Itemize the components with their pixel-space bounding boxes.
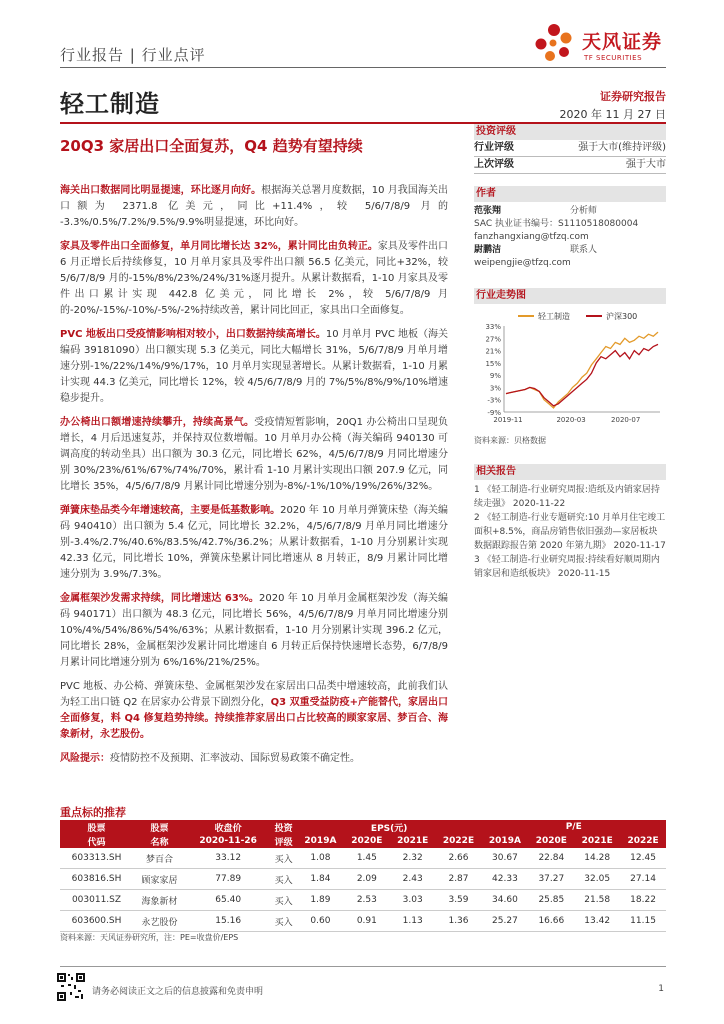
table-cell: 21.58 xyxy=(574,890,620,911)
year-header: 2019A xyxy=(481,834,528,848)
y-tick-label: 9% xyxy=(489,372,501,381)
table-cell: 32.05 xyxy=(574,869,620,890)
table-cell: 603600.SH xyxy=(60,911,133,932)
x-tick-label: 2019-11 xyxy=(493,416,523,424)
year-header: 2020E xyxy=(528,834,574,848)
legend-label-b: 沪深300 xyxy=(606,312,638,321)
table-cell: 65.40 xyxy=(186,890,271,911)
table-cell: 1.13 xyxy=(390,911,436,932)
table-cell: 买入 xyxy=(270,848,296,869)
author-email[interactable]: fanzhangxiang@tfzq.com xyxy=(474,232,589,242)
table-cell: 27.14 xyxy=(620,869,666,890)
trend-box xyxy=(474,288,666,447)
table-cell: 25.27 xyxy=(481,911,528,932)
risk-note: 风险提示：疫情防控不及预期、汇率波动、国际贸易政策不确定性。 xyxy=(60,753,360,764)
trend-chart xyxy=(474,308,666,428)
series-line-0 xyxy=(506,332,658,408)
report-kind: 证券研究报告 xyxy=(600,90,666,103)
trend-source: 资料来源：贝格数据 xyxy=(474,436,546,445)
paragraph: PVC 地板出口受疫情影响相对较小，出口数据持续高增长。10 月单月 PVC 地板（海关编码 39181090）出口额实现 5.3 亿美元，同比大幅增长 31%，5/6/7/8/9 月单月增速分别-1%/22%/14%/9%/17%，10 月单月实现显著增长。从累计数据看，1-10 月累计实现 44.3 亿美元，同比增长 12%，较 4/5/6/7/8/9 月的 7%/5%/8%/9%/10%增速稳步提升。 xyxy=(60,329,449,404)
tf-logo-icon xyxy=(532,22,576,66)
table-cell: 2.32 xyxy=(390,848,436,869)
main-text xyxy=(60,183,448,775)
table-cell: 12.45 xyxy=(620,848,666,869)
series-line-1 xyxy=(506,344,658,406)
y-tick-label: 33% xyxy=(485,323,501,331)
table-cell: 603313.SH xyxy=(60,848,133,869)
table-cell: 15.16 xyxy=(186,911,271,932)
table-cell: 18.22 xyxy=(620,890,666,911)
col-code-sub: 代码 xyxy=(60,834,133,848)
related-item[interactable]: 2 《轻工制造-行业专题研究:10 月单月住宅竣工面积+8.5%，商品房销售依旧强劲—家居板块数据跟踪报告第 2020 年第九期》 2020-11-17 xyxy=(474,513,666,551)
col-rating-sub: 评级 xyxy=(270,834,296,848)
footer-disclaimer: 请务必阅读正文之后的信息披露和免责申明 xyxy=(92,987,264,997)
table-cell: 2.09 xyxy=(344,869,390,890)
year-header: 2021E xyxy=(390,834,436,848)
y-tick-label: 21% xyxy=(485,347,501,356)
related-item[interactable]: 3 《轻工制造-行业研究周报:持续看好顺周期内销家居和造纸板块》 2020-11-15 xyxy=(474,555,660,579)
table-cell: 603816.SH xyxy=(60,869,133,890)
related-title: 相关报告 xyxy=(474,464,666,480)
y-tick-label: 27% xyxy=(485,335,501,344)
rating-box xyxy=(474,124,666,174)
report-title: 20Q3 家居出口全面复苏，Q4 趋势有望持续 xyxy=(60,137,363,155)
x-tick-label: 2020-07 xyxy=(611,416,641,424)
prev-rating-row: 上次评级 强于大市 xyxy=(474,157,666,174)
header-divider xyxy=(60,67,666,68)
col-price-sub: 2020-11-26 xyxy=(186,834,271,848)
table-cell: 海象新材 xyxy=(133,890,186,911)
table-cell: 3.59 xyxy=(436,890,482,911)
author-title: 作者 xyxy=(474,186,666,202)
author-email[interactable]: weipengjie@tfzq.com xyxy=(474,258,571,268)
x-tick-label: 2020-03 xyxy=(556,416,586,424)
author-role: 联系人 xyxy=(570,245,598,255)
page-number: 1 xyxy=(658,984,664,994)
paragraph: 金属框架沙发需求持续，同比增速达 63%。2020 年 10 月单月金属框架沙发（海关编码 940171）出口额为 48.3 亿元，同比增长 56%，4/5/6/7/8/9 月单月同比增速分别 10%/4%/54%/86%/54%/63%；从累计数据看，1-10 月分别累计实现 396.2 亿元，同比增长 28%，金属框架沙发累计同比增速自 6 月转正后保持快速增长态势，6/7/8/9 月累计同比增速分别为 6%/16%/21%/25%。 xyxy=(60,593,449,668)
year-header: 2022E xyxy=(436,834,482,848)
table-cell: 2.43 xyxy=(390,869,436,890)
year-header: 2020E xyxy=(344,834,390,848)
table-cell: 0.60 xyxy=(297,911,344,932)
table-row xyxy=(60,911,666,932)
table-cell: 买入 xyxy=(270,869,296,890)
table-cell: 11.15 xyxy=(620,911,666,932)
industry-rating-row: 行业评级 强于大市(维持评级) xyxy=(474,140,666,157)
y-tick-label: -3% xyxy=(487,396,501,405)
table-cell: 003011.SZ xyxy=(60,890,133,911)
year-header: 2021E xyxy=(574,834,620,848)
table-cell: 14.28 xyxy=(574,848,620,869)
col-name-sub: 名称 xyxy=(133,834,186,848)
author-name: 尉鹏洁 xyxy=(474,245,502,255)
table-cell: 25.85 xyxy=(528,890,574,911)
report-category: 行业报告 | 行业点评 xyxy=(60,46,206,64)
author-cert: SAC 执业证书编号：S1110518080004 xyxy=(474,219,639,229)
year-header: 2022E xyxy=(620,834,666,848)
table-cell: 梦百合 xyxy=(133,848,186,869)
brand-name: 天风证券 xyxy=(582,31,663,53)
paragraph: 办公椅出口额增速持续攀升，持续高景气。受疫情短暂影响，20Q1 办公椅出口呈现负增长，4 月后迅速复苏，并保持双位数增幅。10 月单月办公椅（海关编码 940130 可调高度的转动坐具）出口额为 30.3 亿元，同比增长 62%，4/5/6/7/8/9 月同比增速分别 30%/23%/61%/67%/74%/70%，累计看 1-10 月累计实现出口额 207.9 亿元，同比增长 35%，4/5/6/7/8/9 月累计同比增速分别为-8%/-1%/10%/19%/26%/32%。 xyxy=(60,417,449,492)
picks-source: 资料来源：天风证券研究所，注：PE=收盘价/EPS xyxy=(60,933,239,942)
col-rating: 投资 xyxy=(270,820,296,834)
table-cell: 33.12 xyxy=(186,848,271,869)
qr-code-icon xyxy=(56,972,86,1002)
table-cell: 1.89 xyxy=(297,890,344,911)
table-cell: 1.84 xyxy=(297,869,344,890)
table-cell: 3.03 xyxy=(390,890,436,911)
picks-table xyxy=(60,820,666,932)
table-cell: 1.08 xyxy=(297,848,344,869)
table-cell: 1.45 xyxy=(344,848,390,869)
table-cell: 34.60 xyxy=(481,890,528,911)
table-cell: 16.66 xyxy=(528,911,574,932)
table-cell: 买入 xyxy=(270,911,296,932)
y-tick-label: 15% xyxy=(485,359,501,368)
table-cell: 37.27 xyxy=(528,869,574,890)
legend-label-a: 轻工制造 xyxy=(538,312,570,321)
year-header: 2019A xyxy=(297,834,344,848)
table-cell: 1.36 xyxy=(436,911,482,932)
y-tick-label: 3% xyxy=(489,384,501,393)
rating-title: 投资评级 xyxy=(474,124,666,140)
y-tick-label: -9% xyxy=(487,409,501,417)
col-name: 股票 xyxy=(133,820,186,834)
table-cell: 30.67 xyxy=(481,848,528,869)
col-price: 收盘价 xyxy=(186,820,271,834)
col-code: 股票 xyxy=(60,820,133,834)
table-cell: 42.33 xyxy=(481,869,528,890)
author-name: 范张翔 xyxy=(474,206,502,216)
table-row xyxy=(60,890,666,911)
table-cell: 22.84 xyxy=(528,848,574,869)
picks-title: 重点标的推荐 xyxy=(60,806,126,819)
table-row xyxy=(60,869,666,890)
table-cell: 2.87 xyxy=(436,869,482,890)
table-cell: 顾家家居 xyxy=(133,869,186,890)
trend-title: 行业走势图 xyxy=(474,288,666,304)
related-item[interactable]: 1 《轻工制造-行业研究周报:造纸及内销家居持续走强》 2020-11-22 xyxy=(474,485,660,509)
brand-name-en: TF SECURITIES xyxy=(584,54,643,62)
industry-title: 轻工制造 xyxy=(60,90,160,118)
col-eps: EPS(元) xyxy=(297,820,482,834)
table-cell: 0.91 xyxy=(344,911,390,932)
table-cell: 2.66 xyxy=(436,848,482,869)
author-box xyxy=(474,186,666,270)
table-cell: 77.89 xyxy=(186,869,271,890)
table-cell: 永艺股份 xyxy=(133,911,186,932)
paragraph: PVC 地板、办公椅、弹簧床垫、金属框架沙发在家居出口品类中增速较高，此前我们认为轻工出口链 Q2 在居家办公背景下剧烈分化，Q3 双重受益防疫+产能替代，家居出口全面修复，料 Q4 修复趋势持续。持续推荐家居出口占比较高的顾家家居、梦百合、海象新材，永艺股份。 xyxy=(60,681,448,740)
paragraph: 弹簧床垫品类今年增速较高，主要是低基数影响。2020 年 10 月单月弹簧床垫（海关编码 940410）出口额为 5.4 亿元，同比增长 32.2%，4/5/6/7/8/9 月单月同比增速分别-3.4%/2.7%/40.6%/83.5%/42.7%/36.2%；从累计数据看，1-10 月分别累计实现 42.33 亿元，同比增长 10%，弹簧床垫累计同比增速从 8 月转正，8/9 月累计同比增速分别为 3.9%/7.3%。 xyxy=(60,505,448,580)
col-pe: P/E xyxy=(481,820,666,834)
footer-divider xyxy=(60,966,666,967)
table-cell: 13.42 xyxy=(574,911,620,932)
related-box xyxy=(474,464,666,581)
paragraph: 海关出口数据同比明显提速，环比逐月向好。根据海关总署月度数据，10 月我国海关出口额为 2371.8 亿美元，同比+11.4%，较 5/6/7/8/9 月的 -3.3%/0.5%/7.2%/9.5%/9.9%明显提速，环比向好。 xyxy=(60,185,449,228)
paragraph: 家具及零件出口全面修复，单月同比增长达 32%，累计同比由负转正。家具及零件出口 6 月正增长后持续修复，10 月单月家具及零件出口额 56.5 亿美元，同比+32%，较 5/6/7/8/9 月的-15%/8%/23%/24%/31%逐月提升。从累计数据看，1-10 月家具及零件出口累计实现 442.8 亿美元，同比增长 2%，较 5/6/7/8/9 月的-20%/-15%/-10%/-5%/-2%持续改善，累计同比回正，家具出口全面修复。 xyxy=(60,241,448,316)
report-date: 2020 年 11 月 27 日 xyxy=(559,108,666,121)
table-cell: 2.53 xyxy=(344,890,390,911)
table-row xyxy=(60,848,666,869)
table-cell: 买入 xyxy=(270,890,296,911)
author-role: 分析师 xyxy=(570,206,598,216)
